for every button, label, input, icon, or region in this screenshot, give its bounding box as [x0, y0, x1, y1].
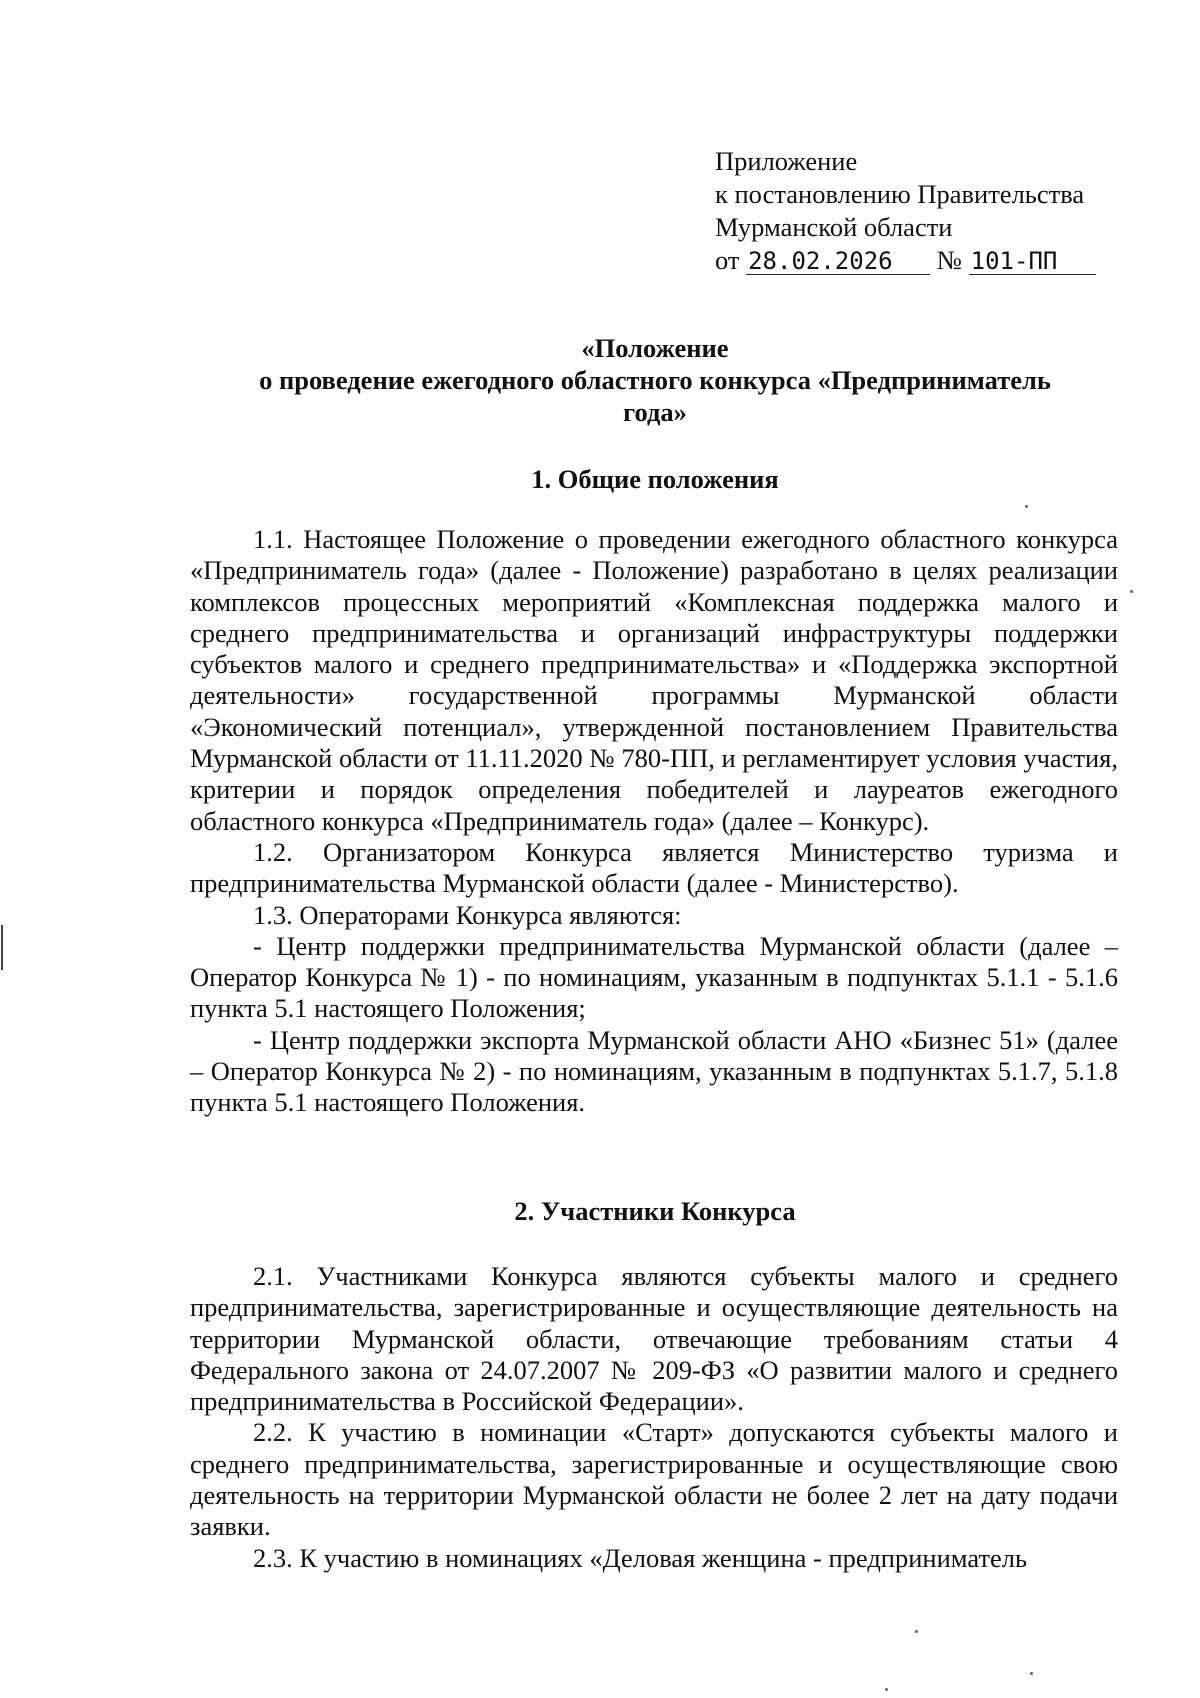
title-line-1: «Положение	[581, 333, 729, 363]
paragraph-2-1: 2.1. Участниками Конкурса являются субъекты малого и среднего предпринимательства, зарегистрированные и осуществляющие деятельность на территории Мурманской области, отвечающие требованиям статьи 4 Федерального закона от 24.07.2007 № 209-ФЗ «О развитии малого и среднего предпринимательства в Российской Федерации».	[190, 1261, 1118, 1417]
annex-date-line	[715, 244, 1096, 277]
title-line-3: года»	[623, 397, 687, 427]
annex-line-2: к постановлению Правительства	[715, 179, 1085, 209]
paragraph-2-3: 2.3. К участию в номинациях «Деловая женщина - предприниматель	[253, 1542, 1028, 1573]
scan-speck	[1130, 590, 1133, 593]
scan-edge-mark	[1, 925, 3, 970]
scan-speck	[915, 1630, 918, 1633]
paragraph-1-3-item-1: - Центр поддержки предпринимательства Мурманской области (далее – Оператор Конкурса № 1) - по номинациям, указанным в подпунктах 5.1.1 - 5.1.6 пункта 5.1 настоящего Положения;	[190, 930, 1118, 1024]
section-1-body	[190, 524, 1118, 1119]
annex-line-1: Приложение	[715, 146, 858, 176]
section-2-body	[190, 1261, 1118, 1574]
annex-from-prefix: от	[715, 245, 740, 275]
document-title	[190, 332, 1120, 428]
paragraph-2-2: 2.2. К участию в номинации «Старт» допускаются субъекты малого и среднего предпринимательства, зарегистрированные и осуществляющие свою деятельность на территории Мурманской области не более 2 лет на дату подачи заявки.	[190, 1417, 1118, 1542]
scan-speck	[1025, 505, 1028, 508]
annex-line-3: Мурманской области	[715, 212, 953, 242]
section-2-heading: 2. Участники Конкурса	[514, 1196, 796, 1226]
paragraph-1-2: 1.2. Организатором Конкурса является Министерство туризма и предпринимательства Мурманской области (далее - Министерство).	[190, 836, 1118, 899]
scan-speck	[1030, 1672, 1033, 1675]
paragraph-1-3: 1.3. Операторами Конкурса являются:	[253, 899, 682, 930]
annex-date: 28.02.2026	[746, 248, 930, 275]
paragraph-1-1: 1.1. Настоящее Положение о проведении ежегодного областного конкурса «Предприниматель года» (далее - Положение) разработано в целях реализации комплексов процессных мероприятий «Комплексная поддержка малого и среднего предпринимательства и организаций инфраструктуры поддержки субъектов малого и среднего предпринимательства» и «Поддержка экспортной деятельности» государственной программы Мурманской области «Экономический потенциал», утвержденной постановлением Правительства Мурманской области от 11.11.2020 № 780-ПП, и регламентирует условия участия, критерии и порядок определения победителей и лауреатов ежегодного областного конкурса «Предприниматель года» (далее – Конкурс).	[190, 524, 1118, 836]
paragraph-1-3-item-2: - Центр поддержки экспорта Мурманской области АНО «Бизнес 51» (далее – Оператор Конкурса № 2) - по номинациям, указанным в подпунктах 5.1.7, 5.1.8 пункта 5.1 настоящего Положения.	[190, 1024, 1118, 1118]
title-line-2: о проведение ежегодного областного конкурса «Предприниматель	[259, 365, 1051, 395]
annex-number-prefix: №	[936, 245, 963, 275]
annex-header	[715, 145, 1096, 277]
annex-number: 101-ПП	[969, 248, 1096, 275]
section-1-heading: 1. Общие положения	[531, 464, 779, 494]
scan-speck	[885, 1688, 888, 1691]
